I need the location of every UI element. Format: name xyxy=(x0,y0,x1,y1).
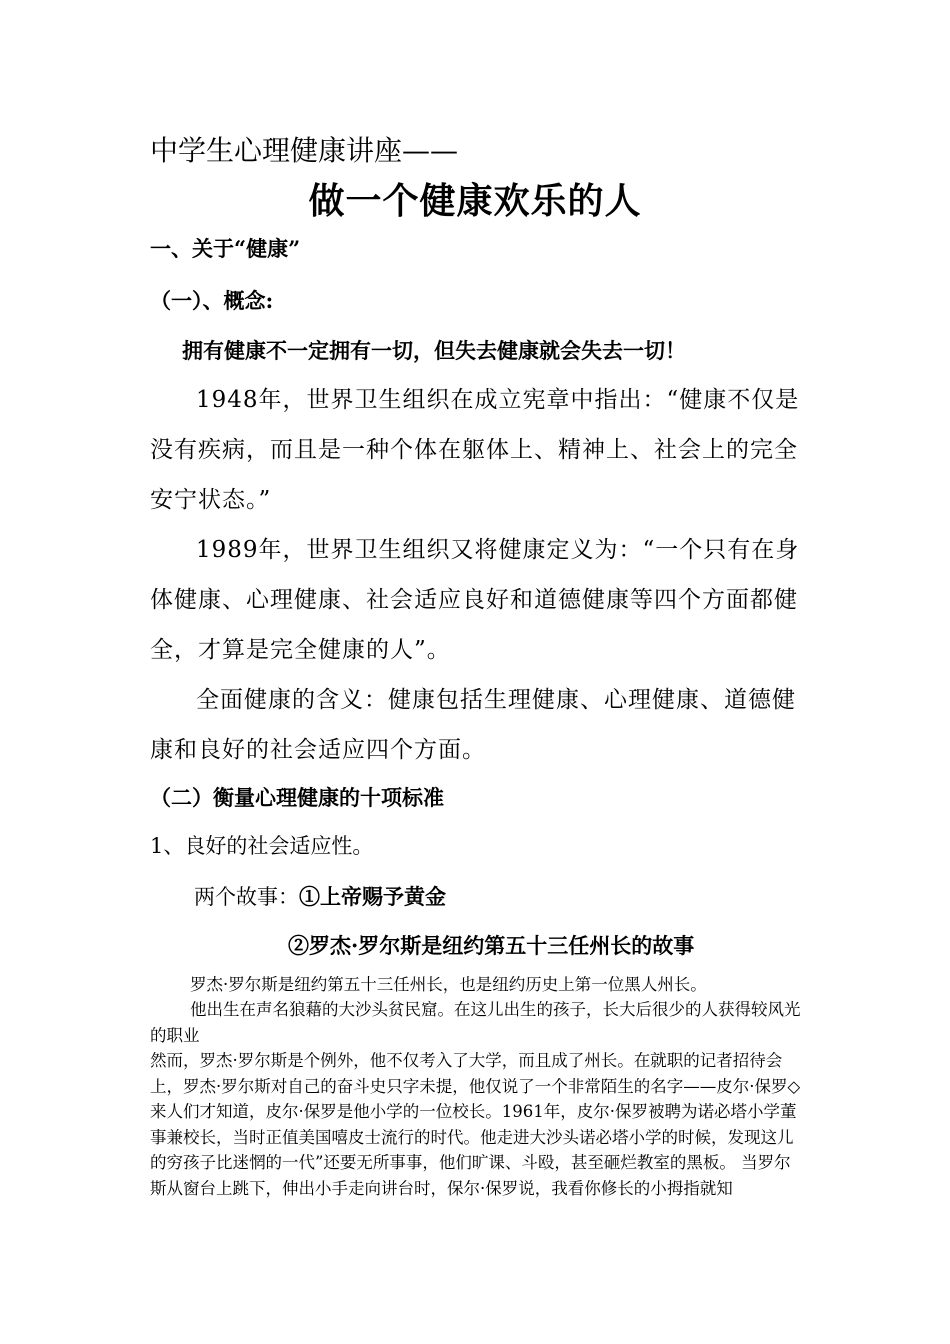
story-paragraph: 然而，罗杰·罗尔斯是个例外，他不仅考入了大学，而且成了州长。在就职的记者招待会上，罗杰·罗尔斯对自己的奋斗史只字未提，他仅说了一个非常陌生的名字——皮尔·保罗◇来人们才知道，皮尔·保罗是他小学的一位校长。1961年，皮尔·保罗被聘为诺必塔小学董事兼校长，当时正值美国嘻皮士流行的时代。他走进大沙头诺必塔小学的时候，发现这儿的穷孩子比迷惘的一代”还要无所事事，他们旷课、斗殴，甚至砸烂教室的黑板。 当罗尔斯从窗台上跳下，伸出小手走向讲台时，保尔·保罗说，我看你修长的小拇指就知 xyxy=(150,1051,801,1198)
story-line-2: 他出生在声名狼藉的大沙头贫民窟。在这儿出生的孩子，长大后很少的人获得较风光的职业 xyxy=(150,1000,801,1045)
paragraph-1948: 1948年，世界卫生组织在成立宪章中指出：“健康不仅是没有疾病，而且是一种个体在躯体上、精神上、社会上的完全安宁状态。” xyxy=(150,387,800,513)
story-line-1: 罗杰·罗尔斯是纽约第五十三任州长，也是纽约历史上第一位黑人州长。 xyxy=(190,975,707,994)
page-title: 做一个健康欢乐的人 xyxy=(308,180,642,222)
list-item-social-adaptability: 1、良好的社会适应性。 xyxy=(150,834,374,858)
paragraph-full-health-meaning: 全面健康的含义：健康包括生理健康、心理健康、道德健康和良好的社会适应四个方面。 xyxy=(150,687,796,763)
stories-line xyxy=(194,886,446,908)
slogan: 拥有健康不一定拥有一切，但失去健康就会失去一切！ xyxy=(182,338,686,363)
lecture-kicker: 中学生心理健康讲座—— xyxy=(150,134,459,167)
subsection-heading-concept: （一）、概念: xyxy=(150,288,274,313)
story-1-title: ①上帝赐予黄金 xyxy=(299,884,446,909)
subsection-heading-ten-standards: （二）衡量心理健康的十项标准 xyxy=(150,785,444,810)
paragraph-1989: 1989年，世界卫生组织又将健康定义为：“一个只有在身体健康、心理健康、社会适应良好和道德健康等四个方面都健全，才算是完全健康的人”。 xyxy=(150,537,800,663)
section-heading-health: 一、关于“健康” xyxy=(150,236,301,261)
stories-label: 两个故事： xyxy=(194,885,299,909)
story-2-title: ②罗杰·罗尔斯是纽约第五十三任州长的故事 xyxy=(288,933,695,958)
